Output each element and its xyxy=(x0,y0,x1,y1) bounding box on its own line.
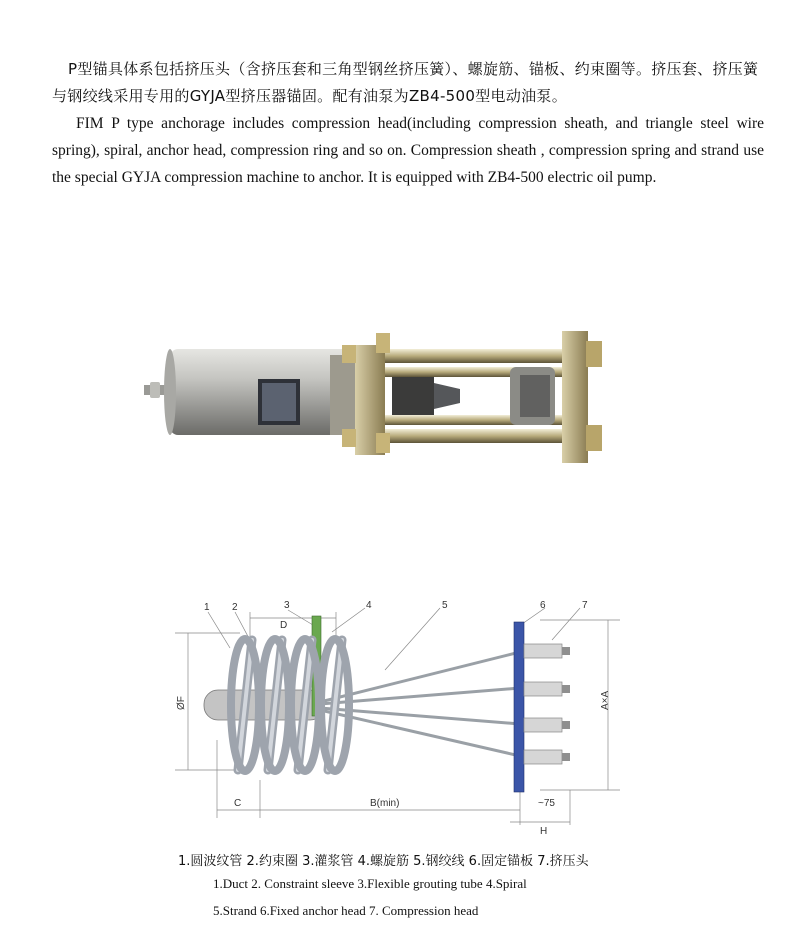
dimension-h: H xyxy=(540,826,548,837)
diagram-number-1: 1 xyxy=(204,602,210,613)
legend-english-line-2: 5.Strand 6.Fixed anchor head 7. Compression head xyxy=(213,903,479,918)
diagram-number-2: 2 xyxy=(232,602,238,613)
dimension-b-min: B(min) xyxy=(370,798,400,809)
diagram-number-6: 6 xyxy=(540,600,546,611)
anchorage-diagram xyxy=(160,590,640,840)
chinese-description: P型锚具体系包括挤压头（含挤压套和三角型钢丝挤压簧）、螺旋筋、锚板、约束圈等。挤压套、挤压簧与钢绞线采用专用的GYJA型挤压器锚固。配有油泵为ZB4-500型电动油泵。 xyxy=(52,60,759,105)
diagram-number-4: 4 xyxy=(366,600,372,611)
legend-english-line-1: 1.Duct 2. Constraint sleeve 3.Flexible grouting tube 4.Spiral xyxy=(213,876,527,891)
compression-machine-photo xyxy=(130,305,630,480)
legend-chinese: 1.圆波纹管 2.约束圈 3.灌浆管 4.螺旋筋 5.钢绞线 6.固定锚板 7.挤压头 xyxy=(178,854,589,869)
diagram-number-3: 3 xyxy=(284,600,290,611)
english-description: FIM P type anchorage includes compression head(including compression sheath, and triangle steel wire spring), spiral, anchor head, compression ring and so on. Compression sheath , compression spring and strand use the special GYJA compression machine to anchor. It is equipped with ZB4-500 electric oil pump. xyxy=(52,115,764,186)
dimension-phi-f: ØF xyxy=(176,696,187,710)
diagram-number-7: 7 xyxy=(582,600,588,611)
dimension-c: C xyxy=(234,798,242,809)
dimension-75: ~75 xyxy=(538,798,555,809)
diagram-number-5: 5 xyxy=(442,600,448,611)
dimension-a-x-a: A×A xyxy=(600,690,611,710)
dimension-d: D xyxy=(280,620,288,631)
